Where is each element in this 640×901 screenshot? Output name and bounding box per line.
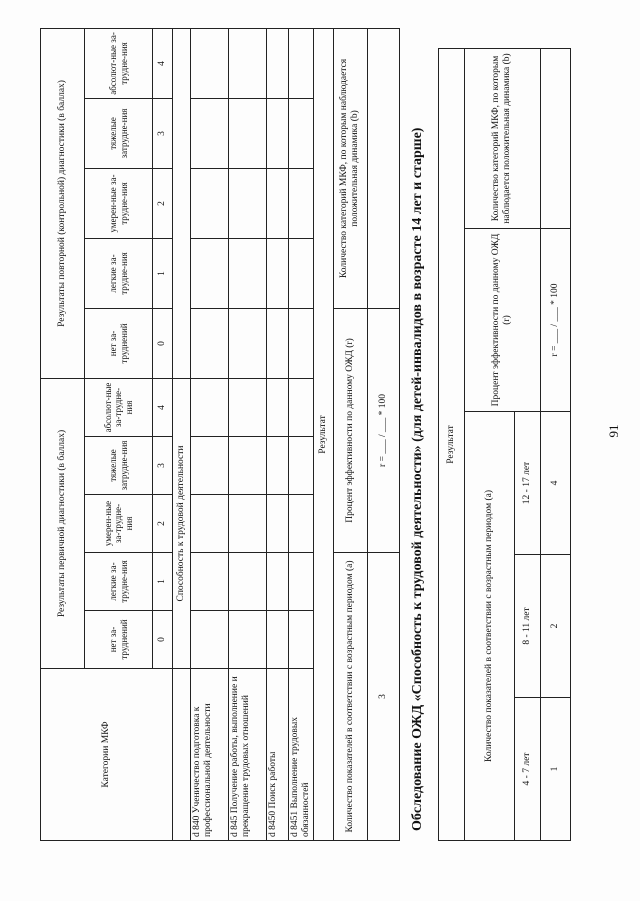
table2-score: 0 [153,611,173,669]
table2-percent-header: Процент эффективности по данному ОЖД (r) [333,308,367,552]
table2-group-label: Способность к трудовой деятельности [173,378,191,668]
table2-level-header: умерен-ные за-трудне-ния [85,168,153,238]
table1-count-header: Количество показателей в соответствии с возрастным периодом (а) [464,412,514,841]
table2-empty-cell [173,669,191,841]
table2-repeat-header: Результаты повторной (контрольной) диагностики (в баллах) [41,28,85,378]
table1-age-value: 4 [540,412,570,555]
table1-formula: r = ___ / ___ * 100 [540,229,570,412]
table2-primary-header: Результаты первичной диагностики (в баллах) [41,378,85,668]
table2-count-header: Количество показателей в соответствии с возрастным периодом (а) [333,553,367,841]
table2-level-header: нет за-труднений [85,611,153,669]
table2-row-label: d 845 Получение работы, выполнение и прекращение трудовых отношений [229,669,267,841]
table2-score: 4 [153,378,173,436]
table2-level-header: тяжелые затрудне-ния [85,437,153,495]
section-title: Обследование ОЖД «Способность к трудовой деятельности» (для детей-инвалидов в возрасте 14 лет и старше) [410,127,425,831]
table2-level-header: тяжелые затрудне-ния [85,98,153,168]
table2-level-header: абсолют-ные за-трудне-ния [85,28,153,98]
table2-score: 3 [153,437,173,495]
table-row [289,28,314,840]
table2-result-header: Результат [313,28,333,840]
table1-age-value: 1 [540,698,570,841]
table-row [267,28,289,840]
table2-categories-value [367,28,399,308]
table2-level-header: легкие за-трудне-ния [85,553,153,611]
table2-score: 1 [153,238,173,308]
table-row [229,28,267,840]
table2-category-header: Категории МКФ [41,669,173,841]
table2-row-label: d 8451 Выполнение трудовых обязанностей [289,669,314,841]
table2-level-header: легкие за-трудне-ния [85,238,153,308]
summary-table-1 [438,48,571,841]
table2-level-header: абсолют-ные за-трудне-ния [85,378,153,436]
table2-level-header: умерен-ные за-трудне-ния [85,495,153,553]
table1-age-group: 12 - 17 лет [514,412,540,555]
table2-row-label: d 840 Ученичество подготовка к профессиональной деятельности [191,669,229,841]
table1-age-group: 4 - 7 лет [514,698,540,841]
table2-score: 1 [153,553,173,611]
table2-count-value: 3 [367,553,399,841]
table1-categories-value [540,48,570,228]
assessment-table-2 [40,28,400,841]
table2-score: 0 [153,308,173,378]
table2-row-label: d 8450 Поиск работы [267,669,289,841]
table-row [191,28,229,840]
table2-score: 2 [153,168,173,238]
table2-formula: r = ___ / ___ * 100 [367,308,399,552]
table2-score: 4 [153,28,173,98]
table1-result-header: Результат [439,48,465,840]
table1-percent-header: Процент эффективности по данному ОЖД (r) [464,229,540,412]
page-number: 91 [606,424,621,438]
table2-level-header: нет за-труднений [85,308,153,378]
table1-categories-header: Количество категорий МКФ, по которым наблюдается положительная динамика (b) [464,48,540,228]
table2-score: 2 [153,495,173,553]
table1-age-value: 2 [540,555,570,698]
table2-score: 3 [153,98,173,168]
table2-empty-cell [173,28,191,378]
table2-categories-header: Количество категорий МКФ, по которым наблюдается положительная динамика (b) [333,28,367,308]
table1-age-group: 8 - 11 лет [514,555,540,698]
